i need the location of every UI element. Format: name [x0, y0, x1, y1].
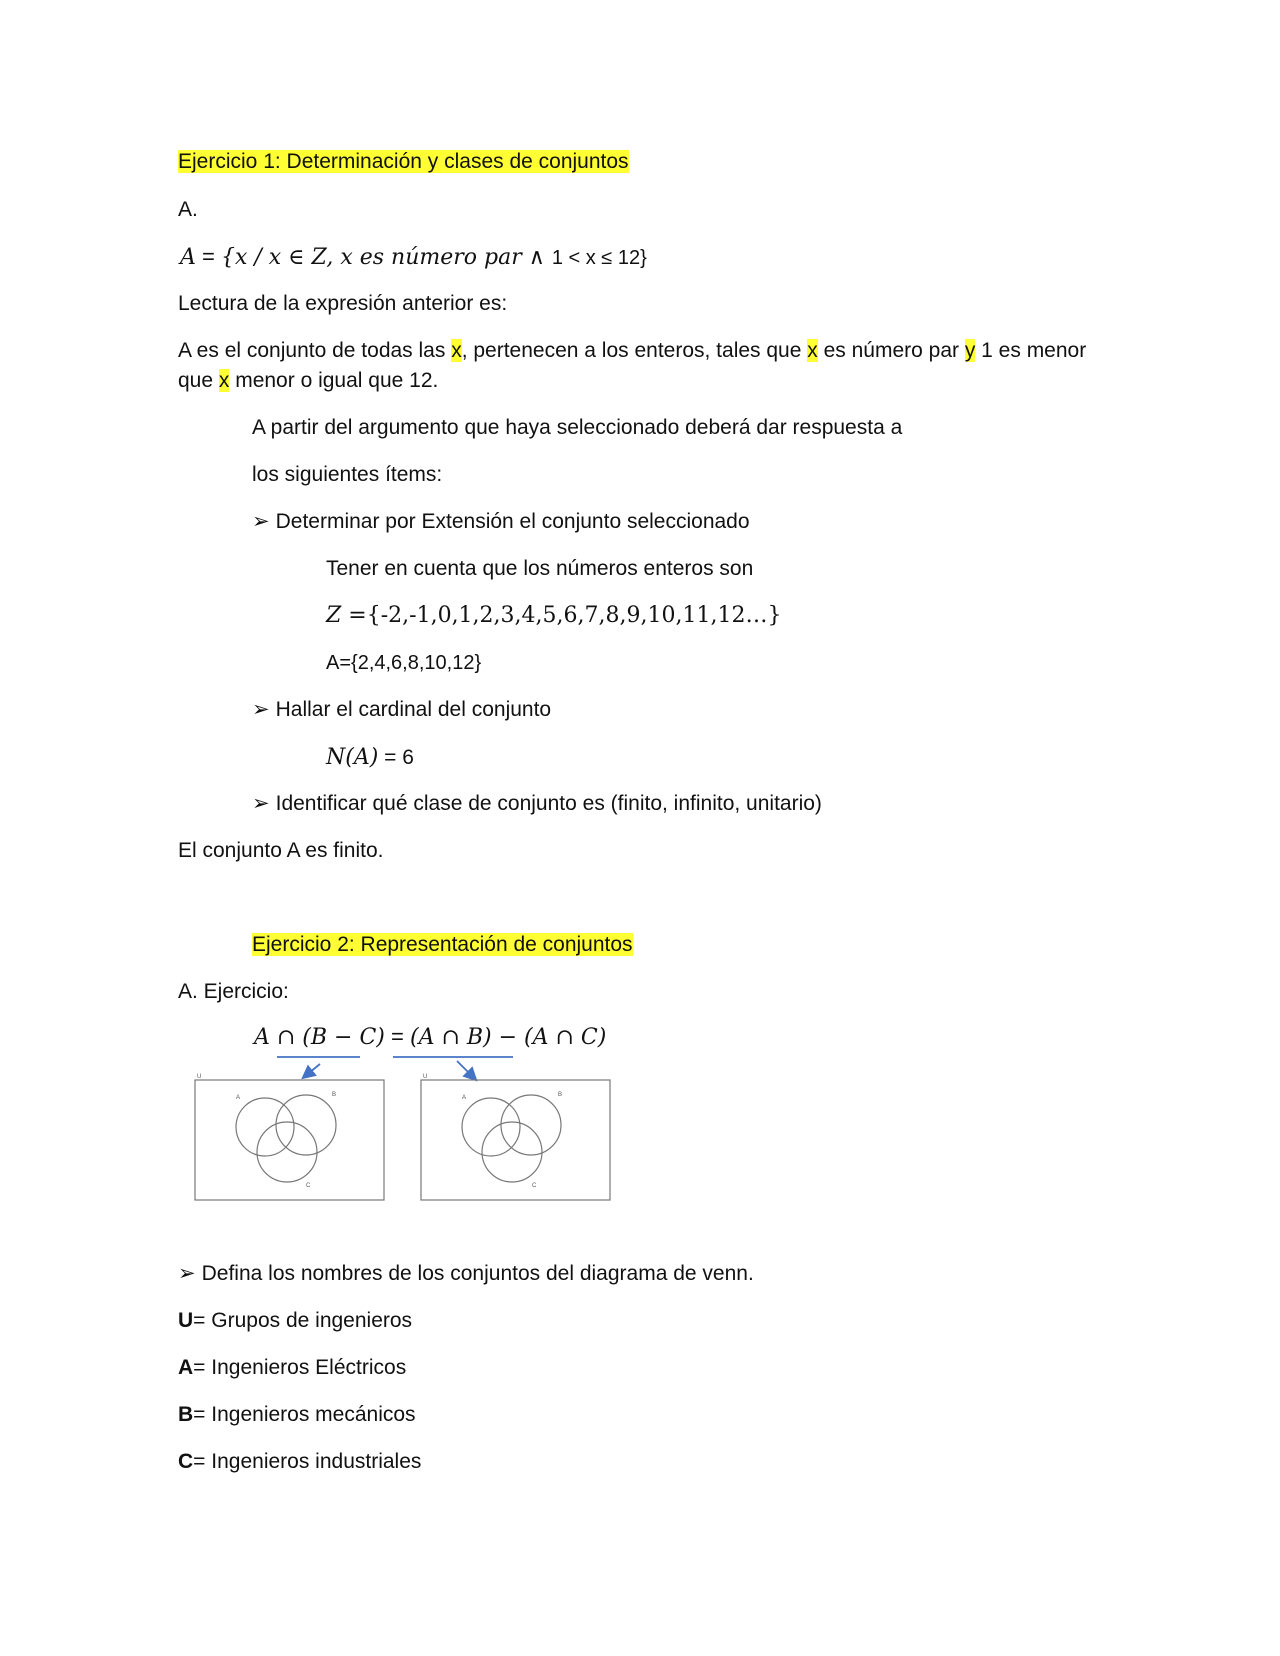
definition-value: = Ingenieros Eléctricos [193, 1356, 407, 1379]
highlight-y: y [964, 339, 976, 362]
set-a-circle [462, 1098, 520, 1156]
bullet-arrow-icon: ➢ [178, 1262, 196, 1285]
set-definition-eq: = [195, 244, 221, 269]
cardinal-lhs: N(A) [326, 745, 379, 770]
universe-rect [195, 1080, 384, 1200]
universe-rect [421, 1080, 610, 1200]
universe-label: U [423, 1074, 428, 1080]
set-c-circle [482, 1122, 542, 1182]
reading-text: menor o igual que 12. [229, 369, 439, 392]
set-a-label: A [236, 1095, 241, 1101]
integers-set-symbol: Z [326, 603, 342, 628]
set-definition [180, 243, 647, 272]
definition-value: = Grupos de ingenieros [193, 1309, 413, 1332]
arrow-left-icon [304, 1064, 320, 1077]
set-c-label: C [306, 1183, 311, 1189]
item-cardinal-text: Hallar el cardinal del conjunto [275, 698, 552, 721]
integers-set [326, 601, 781, 630]
part-a-label: A. [178, 198, 198, 221]
exercise-1-title [178, 148, 629, 176]
item-class [252, 790, 822, 818]
set-b-label: B [558, 1092, 563, 1098]
definition-value: = Ingenieros industriales [193, 1450, 422, 1473]
integers-note: Tener en cuenta que los números enteros son [326, 557, 754, 580]
reading-text: , pertenecen a los enteros, tales que [461, 339, 808, 362]
set-extension: A={2,4,6,8,10,12} [326, 652, 482, 674]
item-cardinal [252, 696, 551, 724]
set-definition-condition: 1 < x ≤ 12} [551, 247, 647, 269]
set-b-circle [276, 1095, 336, 1155]
definition-a [178, 1354, 406, 1382]
universe-label: U [197, 1074, 202, 1080]
bullet-arrow-icon: ➢ [252, 698, 270, 721]
reading-text: A es el conjunto de todas las [178, 339, 452, 362]
define-prompt-text: Defina los nombres de los conjuntos del diagrama de venn. [201, 1262, 754, 1285]
highlight-x: x [451, 339, 462, 362]
set-c-circle [257, 1122, 317, 1182]
definition-b [178, 1401, 416, 1429]
bullet-arrow-icon: ➢ [252, 510, 270, 533]
integers-set-elements: ={-2,-1,0,1,2,3,4,5,6,7,8,9,10,11,12…} [341, 603, 782, 628]
exercise-2-title [252, 931, 633, 959]
set-a-circle [236, 1098, 294, 1156]
exercise-1-title-text: Ejercicio 1: Determinación y clases de conjuntos [178, 150, 629, 173]
definition-value: = Ingenieros mecánicos [193, 1403, 416, 1426]
definition-key: C [178, 1450, 194, 1473]
definition-key: A [178, 1356, 194, 1379]
instructions-line-2: los siguientes ítems: [252, 463, 443, 486]
set-b-label: B [332, 1092, 337, 1098]
reading-line-1 [178, 337, 1086, 365]
set-b-circle [501, 1095, 561, 1155]
bullet-arrow-icon: ➢ [252, 792, 270, 815]
highlight-x: x [807, 339, 818, 362]
highlight-x: x [218, 369, 230, 392]
cardinal-rhs: = 6 [378, 746, 414, 769]
definition-u [178, 1307, 412, 1335]
reading-text: es número par [817, 339, 965, 362]
formula-equals: = [384, 1024, 410, 1049]
definition-key: U [178, 1309, 194, 1332]
definition-c [178, 1448, 421, 1476]
set-formula [254, 1023, 606, 1052]
formula-left: A ∩ (B − C) [254, 1025, 385, 1050]
set-c-label: C [532, 1183, 537, 1189]
venn-diagram-left [195, 1074, 384, 1200]
arrow-right-icon [457, 1061, 475, 1079]
reading-line-2 [178, 367, 438, 395]
set-definition-body: {x / x ∈ Z, x es número par ∧ [220, 245, 552, 270]
definition-key: B [178, 1403, 194, 1426]
set-a-label: A [462, 1095, 467, 1101]
exercise-2-part-a: A. Ejercicio: [178, 980, 289, 1003]
venn-diagram-right [421, 1074, 610, 1200]
set-definition-lhs: A [180, 245, 196, 270]
reading-text: 1 es menor [975, 339, 1087, 362]
exercise-2-title-text: Ejercicio 2: Representación de conjuntos [252, 933, 633, 956]
item-class-text: Identificar qué clase de conjunto es (finito, infinito, unitario) [275, 792, 822, 815]
formula-right: (A ∩ B) − (A ∩ C) [409, 1025, 607, 1050]
conclusion: El conjunto A es finito. [178, 839, 384, 862]
cardinal-value [326, 743, 414, 772]
item-extension [252, 508, 750, 536]
reading-text: que [178, 369, 219, 392]
instructions-line-1: A partir del argumento que haya seleccionado deberá dar respuesta a [252, 416, 903, 439]
define-prompt [178, 1260, 754, 1288]
reading-label: Lectura de la expresión anterior es: [178, 292, 508, 315]
item-extension-text: Determinar por Extensión el conjunto seleccionado [275, 510, 750, 533]
